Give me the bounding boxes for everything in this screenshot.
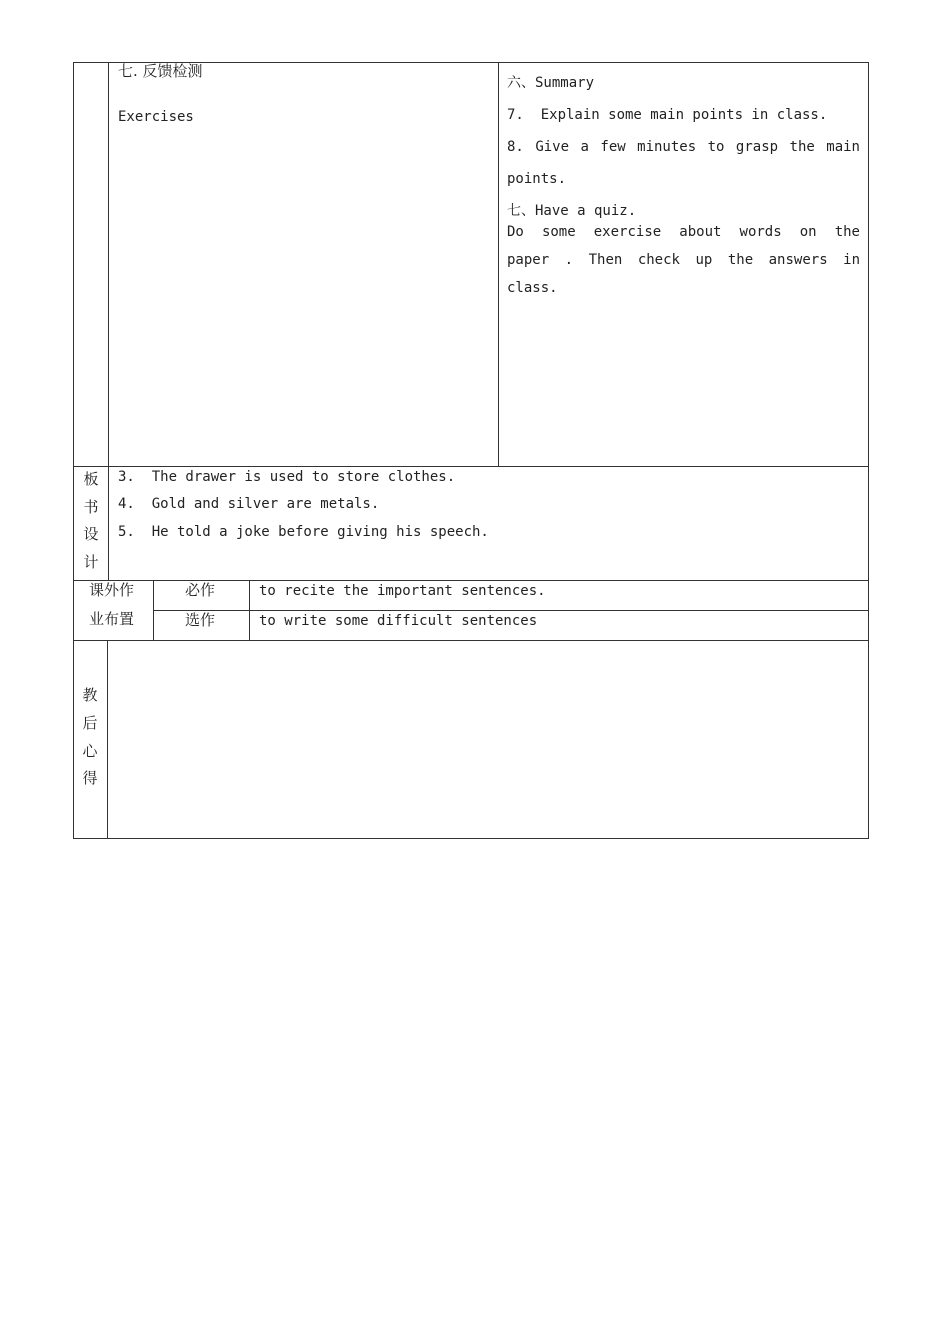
board-line: 3. The drawer is used to store clothes. [118,469,456,485]
board-design-label: 计 [83,553,99,571]
optional-homework: to write some difficult sentences [259,613,538,629]
board-line: 5. He told a joke before giving his speech. [118,524,489,540]
quiz-text: Do some exercise about words on the [507,224,860,240]
board-design-label: 板 [83,470,99,488]
row-divider [153,610,869,611]
reflection-label: 教 [82,686,98,704]
reflection-label: 得 [82,769,98,787]
column-divider [108,62,109,466]
reflection-label: 心 [82,742,98,760]
lesson-table [73,62,869,839]
exercises-label: Exercises [118,109,194,125]
homework-label: 课外作 [89,581,135,599]
board-design-label: 设 [83,525,99,543]
quiz-heading: 七、Have a quiz. [507,203,637,219]
board-design-label: 书 [83,498,99,516]
quiz-text: class. [507,280,558,296]
feedback-heading: 七. 反馈检测 [118,62,203,80]
row-divider [73,466,869,467]
column-divider [108,466,109,580]
quiz-text: paper . Then check up the answers in [507,252,860,268]
summary-heading: 六、Summary [507,75,595,91]
required-label: 必作 [185,581,216,599]
process-item-8-continued: points. [507,171,567,187]
optional-label: 选作 [185,611,216,629]
process-item-7: 7. Explain some main points in class. [507,107,828,123]
board-line: 4. Gold and silver are metals. [118,496,380,512]
process-item-8: 8. Give a few minutes to grasp the main [507,139,860,155]
column-divider [153,580,154,640]
column-divider [249,580,250,640]
column-divider [107,640,108,839]
row-divider [73,640,869,641]
column-divider [498,62,499,466]
reflection-label: 后 [82,714,98,732]
required-homework: to recite the important sentences. [259,583,546,599]
homework-label: 业布置 [89,610,135,628]
